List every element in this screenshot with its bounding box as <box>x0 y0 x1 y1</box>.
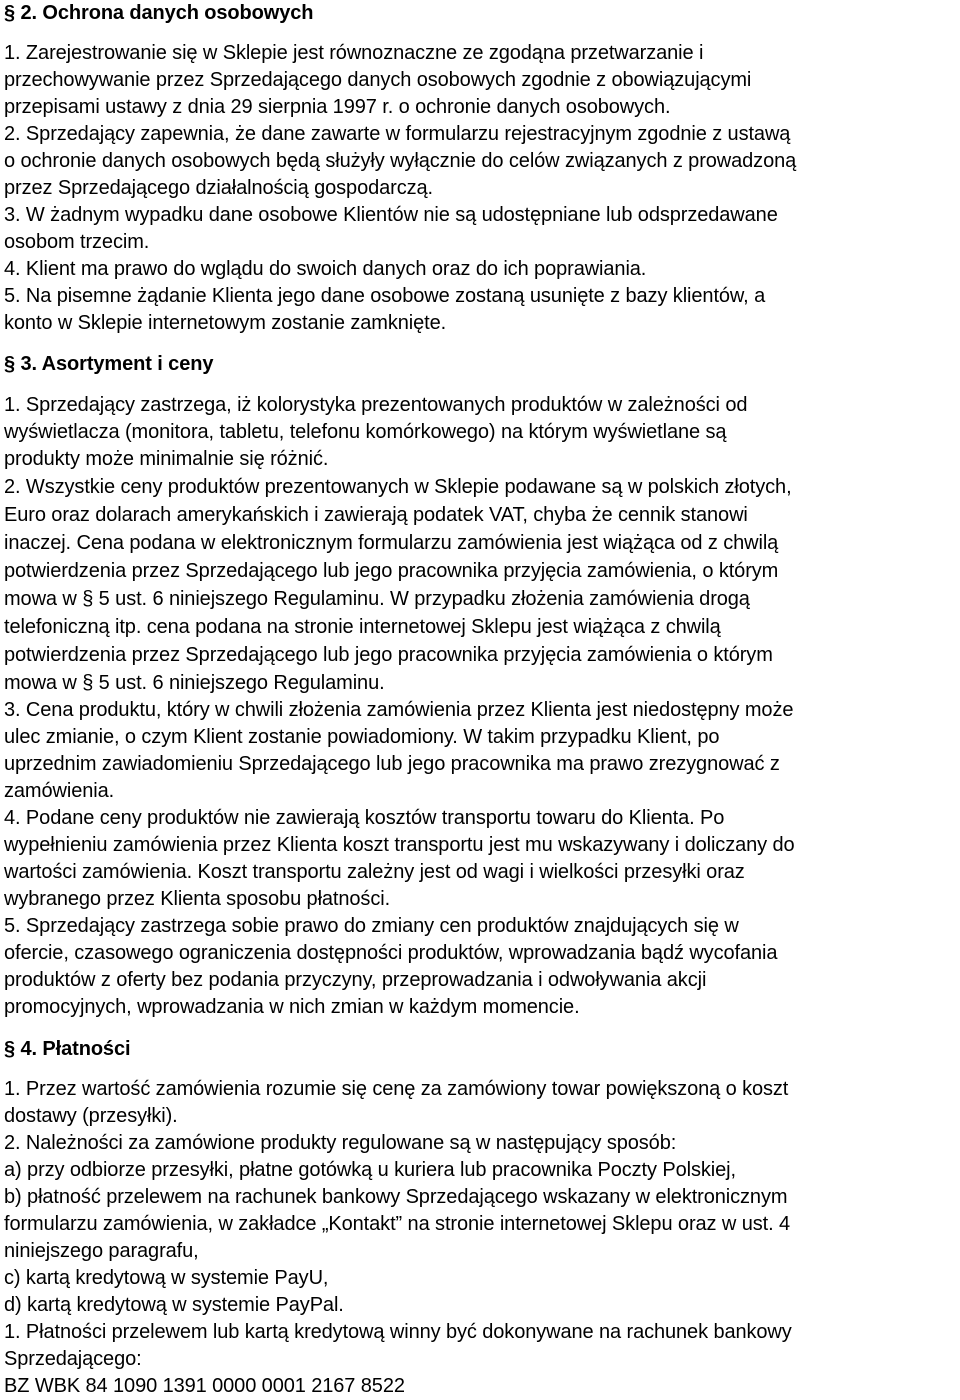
section-heading-3: § 3. Asortyment i ceny <box>4 353 214 375</box>
text-line: potwierdzenia przez Sprzedającego lub jego pracownika przyjęcia zamówienia o którym <box>4 644 773 666</box>
text-line: przez Sprzedającego działalnością gospodarczą. <box>4 177 433 199</box>
text-line: ofercie, czasowego ograniczenia dostępności produktów, wprowadzania bądź wycofania <box>4 942 778 964</box>
text-line: produkty może minimalnie się różnić. <box>4 448 329 470</box>
text-line: Euro oraz dolarach amerykańskich i zawierają podatek VAT, chyba że cennik stanowi <box>4 504 748 526</box>
text-line: 1. Przez wartość zamówienia rozumie się cenę za zamówiony towar powiększoną o koszt <box>4 1078 789 1100</box>
text-line: d) kartą kredytową w systemie PayPal. <box>4 1294 344 1316</box>
text-line: 1. Płatności przelewem lub kartą kredytową winny być dokonywane na rachunek bankowy <box>4 1321 792 1343</box>
text-line: 4. Podane ceny produktów nie zawierają kosztów transportu towaru do Klienta. Po <box>4 807 725 829</box>
text-line: 1. Sprzedający zastrzega, iż kolorystyka prezentowanych produktów w zależności od <box>4 394 748 416</box>
text-line: przechowywanie przez Sprzedającego danych osobowych zgodnie z obowiązującymi <box>4 69 752 91</box>
text-line: 3. Cena produktu, który w chwili złożenia zamówienia przez Klienta jest niedostępny może <box>4 699 794 721</box>
text-line: mowa w § 5 ust. 6 niniejszego Regulaminu. W przypadku złożenia zamówienia drogą <box>4 588 750 610</box>
text-line: formularzu zamówienia, w zakładce „Kontakt” na stronie internetowej Sklepu oraz w ust. 4 <box>4 1213 791 1235</box>
text-line: Sprzedającego: <box>4 1348 142 1370</box>
text-line: promocyjnych, wprowadzania w nich zmian w każdym momencie. <box>4 996 580 1018</box>
text-line: 4. Klient ma prawo do wglądu do swoich danych oraz do ich poprawiania. <box>4 258 647 280</box>
text-line: 2. Sprzedający zapewnia, że dane zawarte w formularzu rejestracyjnym zgodnie z ustawą <box>4 123 791 145</box>
text-line: przepisami ustawy z dnia 29 sierpnia 1997 r. o ochronie danych osobowych. <box>4 96 671 118</box>
text-line: telefoniczną itp. cena podana na stronie internetowej Sklepu jest wiążąca z chwilą <box>4 616 721 638</box>
text-line: konto w Sklepie internetowym zostanie zamknięte. <box>4 312 447 334</box>
text-line: wypełnieniu zamówienia przez Klienta koszt transportu jest mu wskazywany i doliczany do <box>4 834 795 856</box>
bank-account-number: BZ WBK 84 1090 1391 0000 0001 2167 8522 <box>4 1375 405 1397</box>
text-line: osobom trzecim. <box>4 231 150 253</box>
text-line: 2. Należności za zamówione produkty regulowane są w następujący sposób: <box>4 1132 677 1154</box>
text-line: c) kartą kredytową w systemie PayU, <box>4 1267 329 1289</box>
text-line: uprzednim zawiadomieniu Sprzedającego lub jego pracownika ma prawo zrezygnować z <box>4 753 780 775</box>
section-heading-4: § 4. Płatności <box>4 1038 131 1060</box>
text-line: niniejszego paragrafu, <box>4 1240 199 1262</box>
text-line: wyświetlacza (monitora, tabletu, telefonu komórkowego) na którym wyświetlane są <box>4 421 727 443</box>
text-line: 2. Wszystkie ceny produktów prezentowanych w Sklepie podawane są w polskich złotych, <box>4 476 792 498</box>
text-line: 3. W żadnym wypadku dane osobowe Klientów nie są udostępniane lub odsprzedawane <box>4 204 778 226</box>
text-line: produktów z oferty bez podania przyczyny, przeprowadzania i odwoływania akcji <box>4 969 707 991</box>
text-line: o ochronie danych osobowych będą służyły wyłącznie do celów związanych z prowadzoną <box>4 150 797 172</box>
text-line: inaczej. Cena podana w elektronicznym formularzu zamówienia jest wiążąca od z chwilą <box>4 532 779 554</box>
text-line: b) płatność przelewem na rachunek bankowy Sprzedającego wskazany w elektronicznym <box>4 1186 788 1208</box>
section-heading-2: § 2. Ochrona danych osobowych <box>4 2 314 24</box>
text-line: 5. Sprzedający zastrzega sobie prawo do zmiany cen produktów znajdujących się w <box>4 915 739 937</box>
text-line: mowa w § 5 ust. 6 niniejszego Regulaminu. <box>4 672 385 694</box>
text-line: 1. Zarejestrowanie się w Sklepie jest równoznaczne ze zgodąna przetwarzanie i <box>4 42 704 64</box>
text-line: wartości zamówienia. Koszt transportu zależny jest od wagi i wielkości przesyłki oraz <box>4 861 745 883</box>
text-line: ulec zmianie, o czym Klient zostanie powiadomiony. W takim przypadku Klient, po <box>4 726 720 748</box>
text-line: 5. Na pisemne żądanie Klienta jego dane osobowe zostaną usunięte z bazy klientów, a <box>4 285 766 307</box>
text-line: wybranego przez Klienta sposobu płatności. <box>4 888 391 910</box>
text-line: zamówienia. <box>4 780 115 802</box>
text-line: potwierdzenia przez Sprzedającego lub jego pracownika przyjęcia zamówienia, o którym <box>4 560 779 582</box>
text-line: dostawy (przesyłki). <box>4 1105 178 1127</box>
text-line: a) przy odbiorze przesyłki, płatne gotówką u kuriera lub pracownika Poczty Polskiej, <box>4 1159 736 1181</box>
